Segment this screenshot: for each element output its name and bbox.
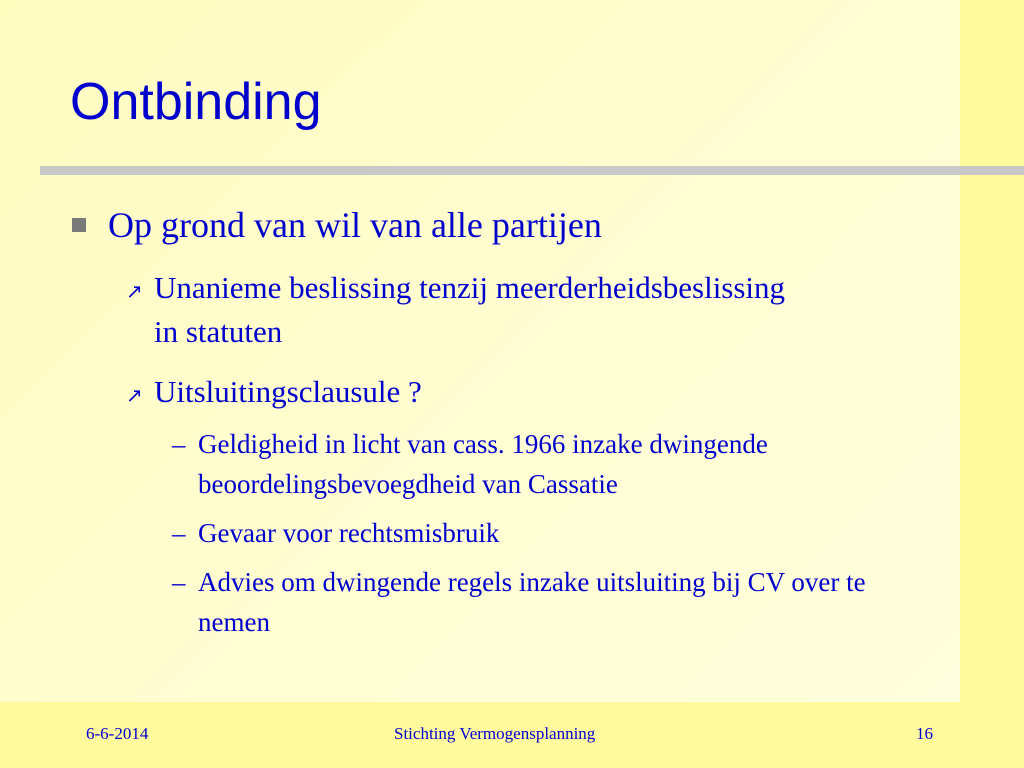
arrow-bullet-icon: ↗ [126, 383, 143, 407]
bullet-text: Unanieme beslissing tenzij meerderheidsbeslissing in statuten [154, 270, 786, 349]
footer-organization: Stichting Vermogensplanning [394, 724, 596, 743]
dash-bullet: – [172, 567, 186, 597]
bullet-text: Advies om dwingende regels inzake uitsluiting bij CV over te nemen [198, 567, 866, 637]
dash-bullet: – [172, 429, 186, 459]
footer-page-number: 16 [916, 724, 933, 743]
bullet-text: Op grond van wil van alle partijen [108, 205, 602, 245]
arrow-bullet-icon: ↗ [126, 279, 143, 303]
bullet-text: Uitsluitingsclausule ? [154, 374, 422, 409]
footer-date: 6-6-2014 [86, 724, 149, 743]
square-bullet-icon [72, 218, 86, 232]
bullet-text: Geldigheid in licht van cass. 1966 inzake dwingende beoordelingsbevoegdheid van Cassatie [198, 429, 768, 499]
bullet-text: Gevaar voor rechtsmisbruik [198, 518, 500, 548]
slide-title: Ontbinding [70, 73, 322, 131]
dash-bullet: – [172, 518, 186, 548]
